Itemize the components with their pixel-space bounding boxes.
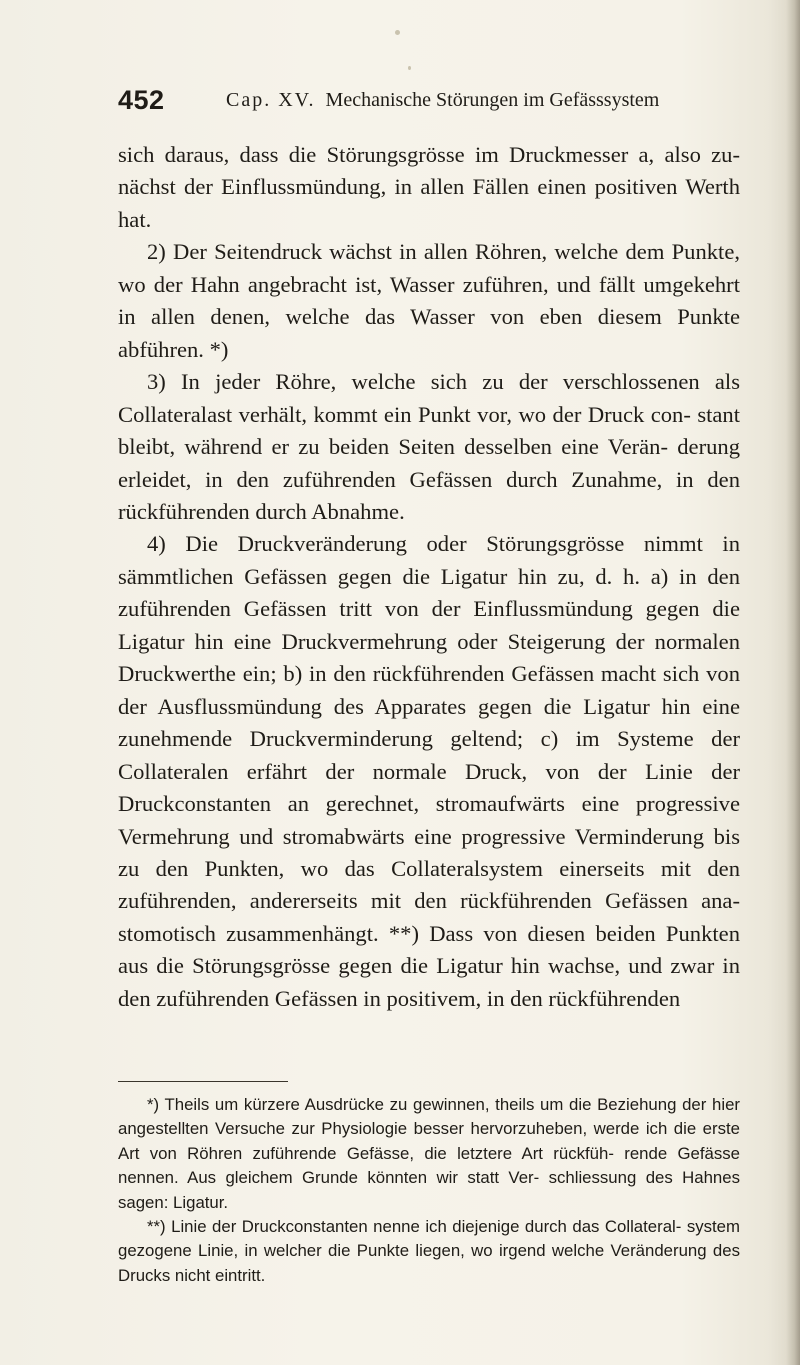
footnote-divider [118,1081,288,1082]
page-number: 452 [118,85,165,115]
paragraph: sich daraus, dass die Störungsgrösse im Druckmesser a, also zu- nächst der Einflussmündung, in allen Fällen einen positiven Werth hat. [118,142,740,232]
paragraph: 4) Die Druckveränderung oder Störungsgrösse nimmt in sämmtlichen Gefässen gegen die Ligatur hin zu, d. h. a) in den zuführenden Gefässen tritt von der Einflussmündung gegen die Ligatur hin eine Druckvermehrung oder Steigerung der normalen Druckwerthe ein; b) in den rückführenden Gefässen macht sich von der Ausflussmündung des Apparates gegen die Ligatur hin eine zunehmende Druckverminderung geltend; c) im Systeme der Collateralen erfährt der normale Druck, von der Linie der Druckconstanten an gerechnet, stromaufwärts eine progressive Vermehrung und stromabwärts eine progressive Verminderung bis zu den Punkten, wo das Collateralsystem einerseits mit den zuführenden, andererseits mit den rückführenden Gefässen ana- stomotisch zusammenhängt. **) Dass von diesen beiden Punkten aus die Störungsgrösse gegen die Ligatur hin wachse, und zwar in den zuführenden Gefässen in positivem, in den rückführenden [118,531,740,1011]
page-edge-shadow [786,0,800,1365]
paper-speck [395,30,400,35]
chapter-label: Cap. XV. [226,89,316,111]
paper-speck [408,66,411,70]
footnote: *) Theils um kürzere Ausdrücke zu gewinnen, theils um die Beziehung der hier angestellten Versuche zur Physiologie besser hervorzuheben, werde ich die erste Art von Röhren zuführende Gefässe, die letztere Art rückfüh- rende Gefässe nennen. Aus gleichem Grunde könnten wir statt Ver- schliessung des Hahnes sagen: Ligatur. [118,1095,740,1212]
footnotes [118,1093,740,1288]
paragraph: 2) Der Seitendruck wächst in allen Röhren, welche dem Punkte, wo der Hahn angebracht ist, Wasser zuführen, und fällt umgekehrt in allen denen, welche das Wasser von eben diesem Punkte abführen. *) [118,239,740,362]
paragraph: 3) In jeder Röhre, welche sich zu der verschlossenen als Collateralast verhält, kommt ein Punkt vor, wo der Druck con- stant bleibt, während er zu beiden Seiten desselben eine Verän- derung erleidet, in den zuführenden Gefässen durch Zunahme, in den rückführenden durch Abnahme. [118,369,740,524]
chapter-title: Mechanische Störungen im Gefässsystem [325,89,660,111]
page-header [118,85,678,125]
main-text [118,139,740,1015]
running-head [226,89,659,112]
footnote: **) Linie der Druckconstanten nenne ich diejenige durch das Collateral- system gezogene Linie, in welcher die Punkte liegen, wo irgend welche Veränderung des Drucks nicht eintritt. [118,1217,740,1285]
